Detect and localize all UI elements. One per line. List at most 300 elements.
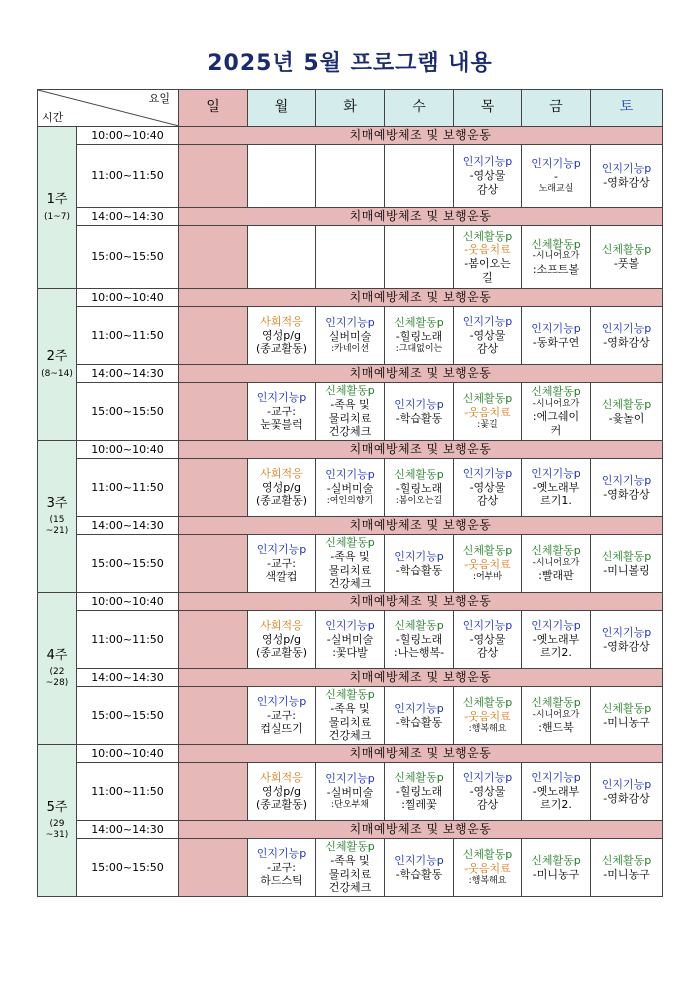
program-line: 신체활동p (531, 853, 581, 867)
program-cell-pm-fri (522, 839, 591, 897)
program-line: 신체활동p (601, 549, 652, 563)
sunday-cell (179, 839, 248, 897)
program-cell-am-sat (591, 145, 663, 208)
sunday-cell (179, 687, 248, 745)
program-cell-pm-wed (385, 839, 454, 897)
program-line: 신체활동p (325, 688, 375, 701)
program-cell-am-thu (454, 145, 522, 208)
program-line: -영상물 (469, 632, 506, 646)
sunday-cell (179, 611, 248, 669)
program-cell-am-sat (591, 763, 663, 821)
program-line: -미니농구 (532, 867, 580, 881)
program-line: -실버미술 (326, 632, 374, 646)
sunday-cell (179, 459, 248, 517)
program-cell-pm-sat (591, 535, 663, 593)
program-line: 인지기능p (601, 162, 652, 176)
program-line: -미니볼링 (603, 563, 650, 577)
program-line: 건강체크 (328, 881, 372, 895)
program-cell-am-thu (454, 307, 522, 365)
program-line: 신체활동p (462, 696, 513, 710)
program-line: -미니농구 (603, 867, 650, 881)
program-line: -힐링노래 (395, 632, 443, 646)
exercise-band-afternoon: 치매예방체조 및 보행운동 (179, 208, 663, 226)
program-line: 신체활동p (325, 840, 375, 853)
program-cell-am-sat (591, 459, 663, 517)
schedule-body (38, 127, 663, 897)
program-line: -학습활동 (395, 411, 443, 425)
program-row-morning (38, 459, 663, 517)
program-cell-am-tue (316, 763, 385, 821)
program-line: 인지기능p (601, 321, 652, 335)
program-line: :여인의향기 (326, 495, 374, 506)
day-axis-label: 요일 (148, 92, 170, 105)
program-line: 건강체크 (328, 729, 372, 743)
week-label: 1주 (46, 192, 68, 208)
program-line: -웃음치료 (464, 709, 511, 723)
program-line: -영화감상 (603, 335, 650, 349)
program-cell-pm-thu (454, 226, 522, 289)
program-line: 노래교실 (538, 184, 574, 195)
exercise-band-morning: 치매예방체조 및 보행운동 (179, 127, 663, 145)
time-slot-4: 15:00~15:50 (77, 839, 179, 897)
program-cell-pm-thu (454, 687, 522, 745)
program-line: -영화감상 (603, 176, 650, 189)
program-line: 신체활동p (531, 385, 581, 399)
program-line: 신체활동p (394, 468, 444, 482)
week-range: (8~14) (41, 368, 73, 379)
program-cell-am-sat (591, 611, 663, 669)
program-line: 커 (550, 424, 562, 437)
program-line: 인지기능p (462, 314, 513, 328)
program-line: 신체활동p (531, 544, 581, 558)
exercise-band-morning: 치매예방체조 및 보행운동 (179, 593, 663, 611)
program-line: 인지기능p (531, 156, 581, 170)
program-cell-am-mon (248, 763, 316, 821)
program-line: -족욕 및 (330, 397, 370, 411)
week-range: (1~7) (43, 211, 70, 222)
program-line: -족욕 및 (330, 549, 370, 563)
program-cell-pm-thu (454, 839, 522, 897)
program-line: 사회적응 (260, 770, 303, 784)
time-slot-3: 14:00~14:30 (77, 669, 179, 687)
header-row (38, 90, 663, 127)
program-line: -힐링노래 (395, 329, 443, 343)
sunday-cell (179, 535, 248, 593)
time-slot-1: 10:00~10:40 (77, 441, 179, 459)
program-line: 신체활동p (462, 544, 513, 558)
program-cell-pm-tue (316, 535, 385, 593)
week-label-cell (38, 289, 77, 441)
program-row-afternoon (38, 226, 663, 289)
program-line: -족욕 및 (330, 853, 370, 867)
program-line: -풋볼 (613, 257, 640, 270)
program-line: 물리치료 (328, 563, 372, 577)
week-label: 2주 (46, 349, 68, 365)
program-row-afternoon (38, 687, 663, 745)
program-line: 인지기능p (394, 853, 444, 867)
program-line: :봄이오는길 (395, 495, 443, 506)
band-row-morning (38, 441, 663, 459)
day-header-thu: 목 (454, 90, 522, 127)
sunday-cell (179, 226, 248, 289)
exercise-band-morning: 치매예방체조 및 보행운동 (179, 289, 663, 307)
program-line: 인지기능p (256, 390, 307, 404)
program-line: :어부바 (472, 571, 503, 582)
program-cell-pm-sat (591, 839, 663, 897)
band-row-morning (38, 289, 663, 307)
exercise-band-morning: 치매예방체조 및 보행운동 (179, 441, 663, 459)
program-line: 신체활동p (394, 316, 444, 330)
program-cell-pm-thu (454, 383, 522, 441)
program-cell-am-mon (248, 307, 316, 365)
program-line: -교구: (267, 860, 296, 874)
program-line: -영상물 (469, 784, 506, 798)
exercise-band-afternoon: 치매예방체조 및 보행운동 (179, 821, 663, 839)
program-line: 감상 (476, 646, 499, 660)
program-line: 신체활동p (462, 229, 513, 243)
program-cell-pm-mon (248, 226, 316, 289)
program-line: -영상물 (469, 328, 506, 342)
sunday-cell (179, 145, 248, 208)
program-line: -영화감상 (603, 487, 650, 501)
program-cell-am-mon (248, 611, 316, 669)
time-slot-1: 10:00~10:40 (77, 593, 179, 611)
program-cell-am-tue (316, 145, 385, 208)
program-line: :소프트볼 (532, 262, 580, 276)
program-line: -실버미술 (326, 481, 374, 495)
program-line: 인지기능p (531, 618, 581, 632)
week-range: (15 ~21) (45, 514, 69, 537)
program-line: :빨래판 (538, 569, 574, 583)
time-slot-2: 11:00~11:50 (77, 763, 179, 821)
sunday-cell (179, 383, 248, 441)
program-line: 눈꽃블럭 (260, 418, 303, 432)
program-cell-am-thu (454, 611, 522, 669)
program-cell-am-tue (316, 611, 385, 669)
program-line: :그대없이는 (395, 343, 443, 354)
time-slot-1: 10:00~10:40 (77, 127, 179, 145)
program-cell-am-wed (385, 763, 454, 821)
program-cell-pm-mon (248, 839, 316, 897)
program-line: 컵실뜨기 (260, 722, 303, 736)
program-cell-pm-fri (522, 226, 591, 289)
program-line: (종교활동) (255, 342, 308, 356)
program-cell-am-fri (522, 611, 591, 669)
program-cell-am-fri (522, 763, 591, 821)
program-line: 신체활동p (394, 770, 444, 784)
program-line: - (554, 170, 558, 184)
page-title: 2025년 5월 프로그램 내용 (207, 51, 493, 76)
program-line: :행복해요 (468, 875, 507, 886)
program-line: 신체활동p (531, 237, 581, 251)
program-line: 인지기능p (394, 701, 444, 715)
program-line: 물리치료 (328, 715, 372, 729)
program-cell-pm-fri (522, 687, 591, 745)
program-line: 신체활동p (462, 392, 513, 406)
program-line: 사회적응 (260, 466, 303, 480)
program-line: 감상 (476, 342, 499, 356)
program-line: 길 (482, 270, 493, 284)
program-line: 인지기능p (601, 777, 652, 791)
band-row-morning (38, 127, 663, 145)
program-cell-am-tue (316, 307, 385, 365)
program-line: -영화감상 (603, 639, 650, 653)
program-line: -실버미술 (326, 785, 374, 799)
program-cell-pm-sat (591, 383, 663, 441)
program-line: 르기2. (540, 646, 572, 660)
program-line: -옛노래부 (532, 632, 580, 646)
day-header-mon: 월 (248, 90, 316, 127)
band-row-afternoon (38, 517, 663, 535)
program-line: 르기1. (540, 494, 572, 508)
program-line: -웃음치료 (464, 861, 511, 875)
program-cell-pm-wed (385, 226, 454, 289)
program-line: -동화구연 (532, 335, 580, 349)
time-slot-3: 14:00~14:30 (77, 208, 179, 226)
exercise-band-afternoon: 치매예방체조 및 보행운동 (179, 669, 663, 687)
program-line: -학습활동 (395, 563, 443, 577)
week-label: 3주 (46, 495, 68, 511)
time-slot-2: 11:00~11:50 (77, 611, 179, 669)
program-line: -시니어요가 (532, 557, 580, 568)
program-line: :행복해요 (468, 723, 507, 734)
program-line: 신체활동p (601, 243, 652, 257)
program-line: 인지기능p (394, 397, 444, 411)
program-line: -옛노래부 (532, 480, 580, 494)
program-line: 색깔컵 (265, 570, 298, 584)
sunday-cell (179, 307, 248, 365)
program-cell-pm-mon (248, 687, 316, 745)
program-line: -족욕 및 (330, 701, 370, 715)
band-row-morning (38, 745, 663, 763)
program-line: :나는행복- (393, 646, 445, 660)
time-axis-label: 시간 (42, 111, 64, 125)
week-range: (22 ~28) (45, 666, 69, 689)
program-line: 영성p/g (262, 328, 301, 342)
exercise-band-afternoon: 치매예방체조 및 보행운동 (179, 517, 663, 535)
program-line: :꽃다발 (332, 646, 368, 660)
program-cell-pm-fri (522, 535, 591, 593)
program-line: :꽃길 (477, 419, 498, 430)
program-cell-am-mon (248, 459, 316, 517)
week-label-cell (38, 127, 77, 289)
program-line: 인지기능p (462, 618, 513, 632)
program-line: -봄이오는 (464, 257, 511, 270)
program-line: 영성p/g (262, 480, 301, 494)
band-row-afternoon (38, 365, 663, 383)
program-cell-pm-tue (316, 687, 385, 745)
program-line: -옛노래부 (532, 784, 580, 798)
program-line: -윷놀이 (608, 411, 645, 425)
band-row-morning (38, 593, 663, 611)
program-line: 감상 (476, 798, 499, 812)
program-line: 영성p/g (262, 632, 301, 646)
day-header-sat: 토 (591, 90, 663, 127)
program-cell-am-mon (248, 145, 316, 208)
program-line: -미니농구 (603, 715, 650, 729)
program-cell-pm-wed (385, 383, 454, 441)
program-cell-pm-wed (385, 687, 454, 745)
program-line: -시니어요가 (532, 251, 580, 262)
day-header-fri: 금 (522, 90, 591, 127)
program-line: 인지기능p (394, 549, 444, 563)
program-line: 신체활동p (394, 618, 444, 632)
time-slot-3: 14:00~14:30 (77, 821, 179, 839)
program-line: (종교활동) (255, 494, 308, 508)
program-line: 신체활동p (325, 384, 375, 397)
program-line: :에그쉐이 (532, 410, 580, 424)
program-line: 건강체크 (328, 577, 372, 591)
program-line: -웃음치료 (464, 405, 511, 419)
program-cell-pm-sat (591, 226, 663, 289)
program-line: -시니어요가 (532, 709, 580, 720)
program-cell-am-fri (522, 145, 591, 208)
program-cell-pm-thu (454, 535, 522, 593)
time-slot-4: 15:00~15:50 (77, 535, 179, 593)
program-line: 인지기능p (462, 155, 513, 169)
program-line: -힐링노래 (395, 481, 443, 495)
program-row-afternoon (38, 383, 663, 441)
program-line: -교구: (267, 708, 296, 722)
sunday-cell (179, 763, 248, 821)
day-header-sun: 일 (179, 90, 248, 127)
program-line: 물리치료 (328, 411, 372, 425)
program-cell-am-fri (522, 459, 591, 517)
time-slot-3: 14:00~14:30 (77, 365, 179, 383)
program-cell-pm-wed (385, 535, 454, 593)
time-slot-1: 10:00~10:40 (77, 289, 179, 307)
program-line: -영상물 (469, 480, 506, 494)
program-line: -영화감상 (603, 791, 650, 805)
program-line: 건강체크 (328, 425, 372, 439)
program-line: :카네이션 (331, 343, 369, 354)
program-cell-pm-mon (248, 535, 316, 593)
program-line: -교구: (267, 556, 296, 570)
program-line: 인지기능p (462, 770, 513, 784)
week-label-cell (38, 745, 77, 897)
program-cell-pm-mon (248, 383, 316, 441)
program-row-afternoon (38, 839, 663, 897)
program-line: :찔레꽃 (401, 798, 437, 812)
time-slot-4: 15:00~15:50 (77, 687, 179, 745)
week-label: 5주 (46, 799, 68, 815)
program-cell-am-wed (385, 611, 454, 669)
band-row-afternoon (38, 669, 663, 687)
time-slot-4: 15:00~15:50 (77, 383, 179, 441)
program-cell-pm-tue (316, 226, 385, 289)
program-line: 물리치료 (328, 867, 372, 881)
program-line: 실버미술 (328, 329, 372, 343)
program-line: 사회적응 (260, 314, 303, 328)
program-line: 신체활동p (601, 853, 652, 867)
time-slot-2: 11:00~11:50 (77, 307, 179, 365)
program-line: 인지기능p (325, 468, 375, 482)
program-cell-pm-fri (522, 383, 591, 441)
time-slot-2: 11:00~11:50 (77, 145, 179, 208)
program-line: 르기2. (540, 798, 572, 812)
program-line: 하드스틱 (260, 874, 303, 888)
program-line: (종교활동) (255, 646, 308, 660)
program-cell-am-wed (385, 459, 454, 517)
program-cell-am-sat (591, 307, 663, 365)
program-line: 감상 (476, 182, 499, 196)
day-header-tue: 화 (316, 90, 385, 127)
program-cell-pm-sat (591, 687, 663, 745)
program-cell-am-thu (454, 459, 522, 517)
program-row-afternoon (38, 535, 663, 593)
program-cell-am-thu (454, 763, 522, 821)
program-row-morning (38, 611, 663, 669)
program-line: -학습활동 (395, 867, 443, 881)
exercise-band-morning: 치매예방체조 및 보행운동 (179, 745, 663, 763)
program-line: -힐링노래 (395, 784, 443, 798)
program-line: 인지기능p (531, 466, 581, 480)
program-line: -시니어요가 (532, 399, 580, 409)
program-line: 신체활동p (601, 397, 652, 411)
time-slot-3: 14:00~14:30 (77, 517, 179, 535)
program-line: -웃음치료 (464, 557, 511, 571)
header-corner (38, 90, 179, 127)
program-cell-am-tue (316, 459, 385, 517)
week-label-cell (38, 593, 77, 745)
program-line: 인지기능p (325, 772, 375, 786)
week-range: (29 ~31) (45, 818, 69, 841)
exercise-band-afternoon: 치매예방체조 및 보행운동 (179, 365, 663, 383)
time-slot-2: 11:00~11:50 (77, 459, 179, 517)
program-line: 신체활동p (325, 536, 375, 549)
program-line: 사회적응 (260, 618, 303, 632)
program-cell-am-wed (385, 307, 454, 365)
program-line: -학습활동 (395, 715, 443, 729)
program-line: -영상물 (469, 169, 506, 183)
program-line: 신체활동p (462, 848, 513, 862)
band-row-afternoon (38, 821, 663, 839)
program-line: -웃음치료 (464, 243, 511, 257)
program-row-morning (38, 307, 663, 365)
program-row-morning (38, 145, 663, 208)
program-line: 인지기능p (462, 466, 513, 480)
time-slot-4: 15:00~15:50 (77, 226, 179, 289)
program-line: -교구: (267, 404, 296, 418)
program-line: 영성p/g (262, 784, 301, 798)
program-cell-am-fri (522, 307, 591, 365)
program-line: 감상 (476, 494, 499, 508)
week-label: 4주 (46, 647, 68, 663)
program-line: 인지기능p (256, 694, 307, 708)
program-line: 인지기능p (601, 625, 652, 639)
program-line: 인지기능p (325, 316, 375, 330)
program-line: 신체활동p (531, 696, 581, 710)
time-slot-1: 10:00~10:40 (77, 745, 179, 763)
band-row-afternoon (38, 208, 663, 226)
program-row-morning (38, 763, 663, 821)
program-line: :핸드북 (538, 721, 574, 735)
program-cell-am-wed (385, 145, 454, 208)
program-cell-pm-tue (316, 839, 385, 897)
week-label-cell (38, 441, 77, 593)
program-line: (종교활동) (255, 798, 308, 812)
program-cell-pm-tue (316, 383, 385, 441)
program-line: 신체활동p (601, 701, 652, 715)
schedule-table (37, 89, 663, 897)
program-line: 인지기능p (601, 473, 652, 487)
program-line: 인지기능p (256, 542, 307, 556)
day-header-wed: 수 (385, 90, 454, 127)
program-line: 인지기능p (325, 618, 375, 632)
program-line: 인지기능p (531, 321, 581, 335)
program-line: 인지기능p (256, 846, 307, 860)
program-line: :단오부채 (331, 799, 369, 810)
